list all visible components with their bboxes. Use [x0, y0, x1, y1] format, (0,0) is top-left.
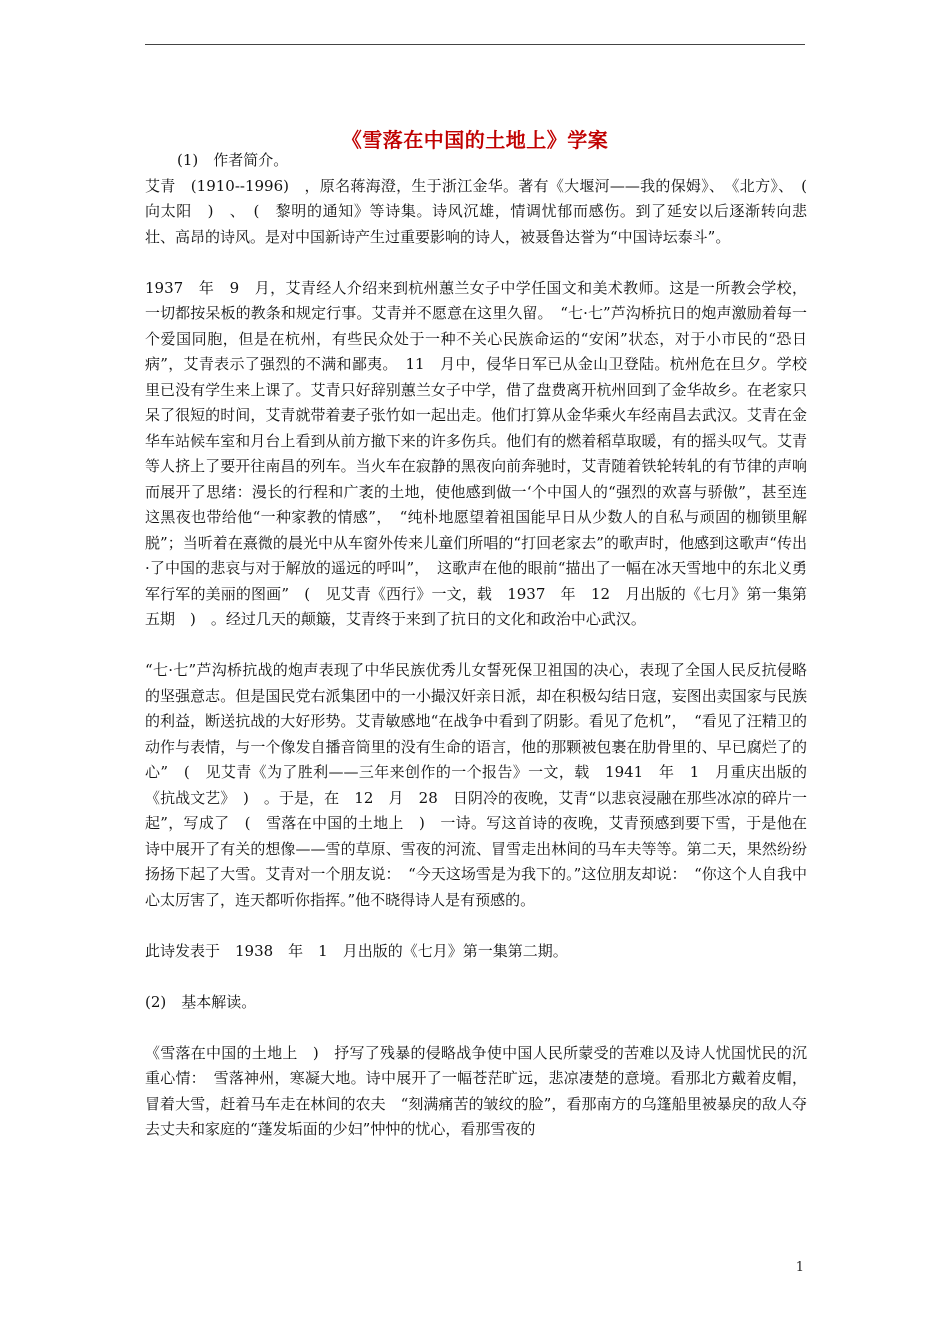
section-heading-interpretation: (2) 基本解读。: [145, 992, 257, 1011]
document-body: [145, 148, 823, 1143]
paragraph-background-1937: 1937 年 9 月，艾青经人介绍来到杭州蕙兰女子中学任国文和美术教师。这是一所教会学校，一切都按呆板的教条和规定行事。艾青并不愿意在这里久留。 “七·七”芦沟桥抗日的炮声激励着每一个爱国同胞，但是在杭州，有些民众处于一种不关心民族命运的“安闲”状态，对于小市民的“恐日病”，艾青表示了强烈的不满和鄙夷。 11 月中，侵华日军已从金山卫登陆。杭州危在旦夕。学校里已没有学生来上课了。艾青只好辞别蕙兰女子中学，借了盘费离开杭州回到了金华故乡。在老家只呆了很短的时间，艾青就带着妻子张竹如一起出走。他们打算从金华乘火车经南昌去武汉。艾青在金华车站候车室和月台上看到从前方撤下来的许多伤兵。他们有的燃着稻草取暖，有的摇头叹气。艾青等人挤上了要开往南昌的列车。当火车在寂静的黑夜向前奔驰时，艾青随着铁轮转轧的有节律的声响而展开了思绪：漫长的行程和广袤的土地，使他感到做一‘个中国人的“强烈的欢喜与骄傲”，甚至连这黑夜也带给他“一种家教的情感”， “纯朴地愿望着祖国能早日从少数人的自私与顽固的枷锁里解脱”；当听着在熹微的晨光中从车窗外传来儿童们所唱的“打回老家去”的歌声时，他感到这歌声“传出·了中国的悲哀与对于解放的遥远的呼叫”， 这歌声在他的眼前“描出了一幅在冰天雪地中的东北义勇军行军的美丽的图画” ( 见艾青《西行》一文，载 1937 年 12 月出版的《七月》第一集第五期 ) 。经过几天的颠簸，艾青终于来到了抗日的文化和政治中心武汉。: [145, 278, 807, 628]
page-number: 1: [795, 1260, 804, 1275]
paragraph-author-intro: 艾青 (1910--1996) ，原名蒋海澄，生于浙江金华。著有《大堰河——我的保姆》、 《北方》、 ( 向太阳 ) 、 ( 黎明的通知》等诗集。诗风沉雄，情调忧郁而感伤。到了延安以后逐渐转向悲壮、高昂的诗风。是对中国新诗产生过重要影响的诗人，被聂鲁达誉为“中国诗坛泰斗”。: [145, 176, 823, 246]
paragraph-poem-writing: “七·七”芦沟桥抗战的炮声表现了中华民族优秀儿女誓死保卫祖国的决心，表现了全国人民反抗侵略的坚强意志。但是国民党右派集团中的一小撮汉奸亲日派，却在积极勾结日寇，妄图出卖国家与民族的利益，断送抗战的大好形势。艾青敏感地“在战争中看到了阴影。看见了危机”， “看见了汪精卫的动作与表情，与一个像发自播音筒里的没有生命的语言，他的那颗被包裹在肋骨里的、早已腐烂了的心” ( 见艾青《为了胜利——三年来创作的一个报告》一文，载 1941 年 1 月重庆出版的《抗战文艺》 ) 。于是，在 12 月 28 日阴冷的夜晚，艾青“以悲哀浸融在那些冰凉的碎片一起”，写成了 ( 雪落在中国的土地上 ) 一诗。写这首诗的夜晚，艾青预感到要下雪，于是他在诗中展开了有关的想像——雪的草原、雪夜的河流、冒雪走出林间的马车夫等等。第二天，果然纷纷扬扬下起了大雪。艾青对一个朋友说： “今天这场雪是为我下的。”这位朋友却说： “你这个人自我中心太厉害了，连天都听你指挥。”他不晓得诗人是有预感的。: [145, 661, 807, 909]
document-title: 《雪落在中国的土地上》学案: [341, 128, 609, 152]
section-heading-author: (1) 作者简介。: [177, 151, 289, 169]
paragraph-publication: 此诗发表于 1938 年 1 月出版的《七月》第一集第二期。: [145, 941, 568, 960]
paragraph-interpretation: 《雪落在中国的土地上 ) 抒写了残暴的侵略战争使中国人民所蒙受的苦难以及诗人忧国忧民的沉重心情： 雪落神州，寒凝大地。诗中展开了一幅苍茫旷远，悲凉凄楚的意境。看那北方戴着皮帽，冒着大雪，赶着马车走在林间的农夫 “刻满痛苦的皱纹的脸”，看那南方的乌篷船里被暴戾的敌人夺去丈夫和家庭的“蓬发垢面的少妇”忡忡的忧心，看那雪夜的: [145, 1043, 807, 1138]
header-rule: [145, 44, 805, 45]
